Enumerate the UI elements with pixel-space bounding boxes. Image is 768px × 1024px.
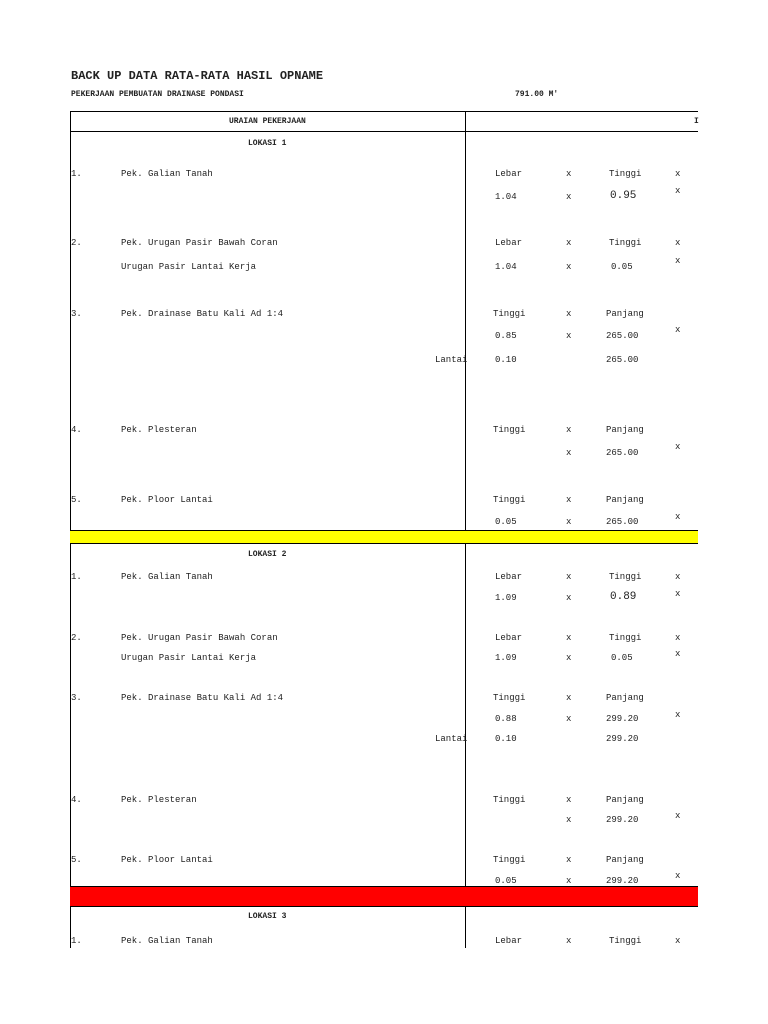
row-description-secondary: Urugan Pasir Lantai Kerja: [121, 262, 257, 272]
header-bottom-border: [70, 131, 698, 132]
page-subtitle: PEKERJAAN PEMBUATAN DRAINASE PONDASI: [71, 90, 244, 99]
row-number: 5.: [71, 855, 82, 865]
multiply-sign: x: [566, 633, 572, 643]
value-1: 1.04: [495, 262, 517, 272]
multiply-sign: x: [675, 936, 681, 946]
sub-value-2: 265.00: [606, 355, 639, 365]
col-label-1: Tinggi: [493, 855, 526, 865]
multiply-sign: x: [566, 876, 572, 886]
col-label-1: Lebar: [495, 169, 523, 179]
multiply-sign: x: [566, 192, 572, 202]
row-description-secondary: Urugan Pasir Lantai Kerja: [121, 653, 257, 663]
col-label-2: Tinggi: [609, 572, 642, 582]
col-label-1: Tinggi: [493, 309, 526, 319]
row-number: 3.: [71, 309, 82, 319]
row-number: 3.: [71, 693, 82, 703]
row-description: Pek. Drainase Batu Kali Ad 1:4: [121, 693, 284, 703]
value-2: 0.05: [611, 653, 633, 663]
multiply-sign: x: [566, 262, 572, 272]
col-label-1: Lebar: [495, 633, 523, 643]
row-description: Pek. Plesteran: [121, 425, 197, 435]
multiply-sign: x: [566, 309, 572, 319]
row-number: 2.: [71, 238, 82, 248]
col-label-2: Tinggi: [609, 238, 642, 248]
column-header-right-fragment: I: [694, 117, 699, 126]
column-header-uraian: URAIAN PEKERJAAN: [229, 117, 306, 126]
section-separator-red: [70, 886, 698, 907]
multiply-sign: x: [566, 495, 572, 505]
value-1: 1.09: [495, 593, 517, 603]
column-divider: [465, 907, 466, 948]
sub-value-2: 299.20: [606, 734, 639, 744]
multiply-sign: x: [566, 425, 572, 435]
multiply-sign: x: [675, 572, 681, 582]
row-number: 1.: [71, 169, 82, 179]
multiply-sign: x: [675, 186, 681, 196]
col-label-2: Tinggi: [609, 169, 642, 179]
column-divider: [465, 544, 466, 886]
col-label-1: Tinggi: [493, 425, 526, 435]
multiply-sign: x: [566, 693, 572, 703]
multiply-sign: x: [566, 795, 572, 805]
col-label-2: Panjang: [606, 425, 644, 435]
value-2: 265.00: [606, 517, 639, 527]
col-label-2: Panjang: [606, 693, 644, 703]
multiply-sign: x: [566, 169, 572, 179]
col-label-2: Panjang: [606, 855, 644, 865]
column-divider: [465, 111, 466, 530]
col-label-2: Tinggi: [609, 936, 642, 946]
multiply-sign: x: [675, 811, 681, 821]
row-number: 2.: [71, 633, 82, 643]
multiply-sign: x: [675, 325, 681, 335]
row-description: Pek. Plesteran: [121, 795, 197, 805]
total-quantity: 791.00 M': [515, 90, 559, 99]
col-label-1: Tinggi: [493, 495, 526, 505]
col-label-2: Tinggi: [609, 633, 642, 643]
multiply-sign: x: [675, 256, 681, 266]
sub-label: Lantai: [435, 355, 468, 365]
value-1: 1.04: [495, 192, 517, 202]
multiply-sign: x: [675, 633, 681, 643]
multiply-sign: x: [566, 936, 572, 946]
multiply-sign: x: [675, 649, 681, 659]
multiply-sign: x: [566, 653, 572, 663]
value-2: 265.00: [606, 331, 639, 341]
multiply-sign: x: [675, 871, 681, 881]
col-label-2: Panjang: [606, 309, 644, 319]
value-1: 0.85: [495, 331, 517, 341]
row-description: Pek. Urugan Pasir Bawah Coran: [121, 238, 278, 248]
multiply-sign: x: [675, 169, 681, 179]
sub-value-1: 0.10: [495, 355, 517, 365]
row-number: 1.: [71, 936, 82, 946]
row-description: Pek. Urugan Pasir Bawah Coran: [121, 633, 278, 643]
col-label-1: Lebar: [495, 936, 523, 946]
col-label-1: Tinggi: [493, 693, 526, 703]
row-number: 4.: [71, 425, 82, 435]
section-title: LOKASI 2: [248, 550, 287, 559]
row-description: Pek. Galian Tanah: [121, 936, 213, 946]
section-title: LOKASI 3: [248, 912, 287, 921]
row-description: Pek. Ploor Lantai: [121, 855, 213, 865]
multiply-sign: x: [675, 589, 681, 599]
multiply-sign: x: [675, 238, 681, 248]
value-2: 0.89: [610, 591, 637, 603]
col-label-1: Tinggi: [493, 795, 526, 805]
multiply-sign: x: [566, 517, 572, 527]
multiply-sign: x: [566, 331, 572, 341]
row-number: 1.: [71, 572, 82, 582]
sub-value-1: 0.10: [495, 734, 517, 744]
sub-label: Lantai: [435, 734, 468, 744]
section-separator-yellow: [70, 530, 698, 544]
col-label-2: Panjang: [606, 795, 644, 805]
row-description: Pek. Galian Tanah: [121, 169, 213, 179]
value-2: 299.20: [606, 815, 639, 825]
multiply-sign: x: [566, 714, 572, 724]
value-2: 265.00: [606, 448, 639, 458]
value-2: 299.20: [606, 714, 639, 724]
value-2: 299.20: [606, 876, 639, 886]
value-2: 0.05: [611, 262, 633, 272]
multiply-sign: x: [566, 855, 572, 865]
multiply-sign: x: [566, 238, 572, 248]
multiply-sign: x: [675, 512, 681, 522]
value-1: 1.09: [495, 653, 517, 663]
section-title: LOKASI 1: [248, 139, 287, 148]
page-title: BACK UP DATA RATA-RATA HASIL OPNAME: [71, 69, 324, 83]
value-1: 0.88: [495, 714, 517, 724]
multiply-sign: x: [675, 442, 681, 452]
col-label-2: Panjang: [606, 495, 644, 505]
value-1: 0.05: [495, 876, 517, 886]
multiply-sign: x: [566, 593, 572, 603]
multiply-sign: x: [566, 815, 572, 825]
col-label-1: Lebar: [495, 572, 523, 582]
row-number: 5.: [71, 495, 82, 505]
table-top-border: [70, 111, 698, 112]
multiply-sign: x: [566, 448, 572, 458]
value-2: 0.95: [610, 190, 637, 202]
value-1: 0.05: [495, 517, 517, 527]
row-description: Pek. Drainase Batu Kali Ad 1:4: [121, 309, 284, 319]
row-number: 4.: [71, 795, 82, 805]
col-label-1: Lebar: [495, 238, 523, 248]
row-description: Pek. Ploor Lantai: [121, 495, 213, 505]
row-description: Pek. Galian Tanah: [121, 572, 213, 582]
multiply-sign: x: [675, 710, 681, 720]
multiply-sign: x: [566, 572, 572, 582]
